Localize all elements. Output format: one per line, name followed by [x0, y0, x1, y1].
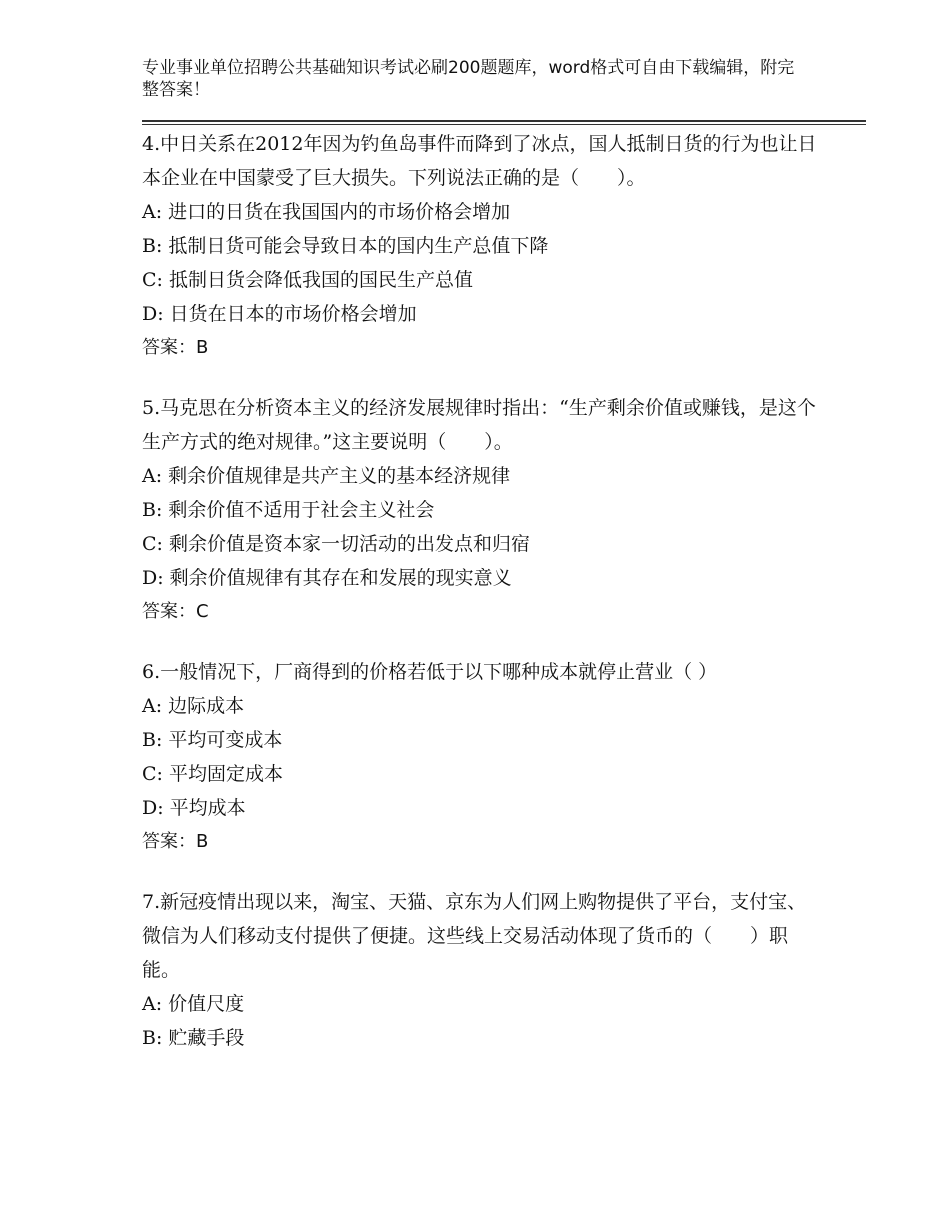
question-list [142, 127, 822, 1081]
question-6 [142, 655, 822, 859]
option-d: D: 日货在日本的市场价格会增加 [142, 303, 417, 325]
option-a: A: 价值尺度 [142, 993, 245, 1015]
option-c: C: 抵制日货会降低我国的国民生产总值 [142, 269, 473, 291]
option-a: A: 边际成本 [142, 695, 245, 717]
document-header: 专业事业单位招聘公共基础知识考试必刷200题题库，word格式可自由下载编辑，附完整答案！ [142, 58, 795, 100]
question-text: 4.中日关系在2012年因为钓鱼岛事件而降到了冰点，国人抵制日货的行为也让日本企业在中国蒙受了巨大损失。下列说法正确的是（ ）。 [142, 133, 817, 189]
header-rule-thick [142, 120, 866, 122]
question-text: 5.马克思在分析资本主义的经济发展规律时指出：“生产剩余价值或赚钱，是这个生产方式的绝对规律。”这主要说明（ ）。 [142, 397, 816, 453]
option-b: B: 抵制日货可能会导致日本的国内生产总值下降 [142, 235, 549, 257]
option-c: C: 平均固定成本 [142, 763, 283, 785]
question-4 [142, 127, 822, 365]
option-b: B: 贮藏手段 [142, 1027, 245, 1049]
answer-label: 答案：C [142, 601, 209, 622]
option-d: D: 平均成本 [142, 797, 246, 819]
option-a: A: 剩余价值规律是共产主义的基本经济规律 [142, 465, 511, 487]
option-d: D: 剩余价值规律有其存在和发展的现实意义 [142, 567, 512, 589]
answer-label: 答案：B [142, 831, 209, 852]
answer-label: 答案：B [142, 337, 209, 358]
option-c: C: 剩余价值是资本家一切活动的出发点和归宿 [142, 533, 530, 555]
header-rule-thin [142, 124, 866, 125]
question-text: 6.一般情况下，厂商得到的价格若低于以下哪种成本就停止营业（ ） [142, 661, 718, 683]
option-a: A: 进口的日货在我国国内的市场价格会增加 [142, 201, 511, 223]
question-7 [142, 885, 822, 1055]
question-text: 7.新冠疫情出现以来，淘宝、天猫、京东为人们网上购物提供了平台，支付宝、微信为人们移动支付提供了便捷。这些线上交易活动体现了货币的（ ）职能。 [142, 891, 807, 981]
question-5 [142, 391, 822, 629]
option-b: B: 平均可变成本 [142, 729, 283, 751]
option-b: B: 剩余价值不适用于社会主义社会 [142, 499, 435, 521]
